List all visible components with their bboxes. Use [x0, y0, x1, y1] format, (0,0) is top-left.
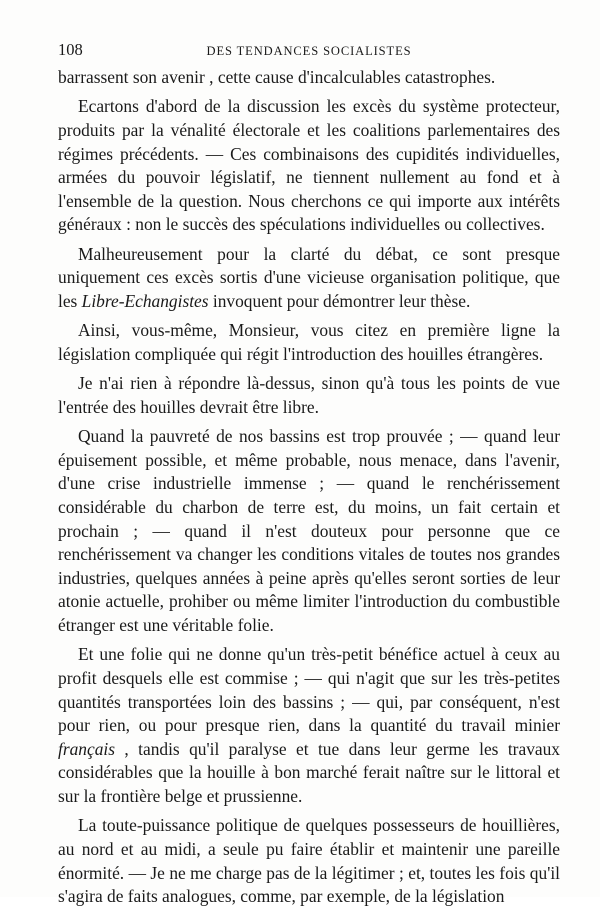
paragraph: [58, 319, 560, 366]
text-segment: , tandis qu'il paralyse et tue dans leur germe les travaux considérables que la houille à bon marché ferait naître sur le littoral et sur la frontière belge et prussienne.: [58, 738, 560, 806]
paragraph: [58, 425, 560, 637]
text-segment: Je n'ai rien à répondre là-dessus, sinon qu'à tous les points de vue l'entrée des houilles devrait être libre.: [58, 373, 560, 417]
text-segment: Malheureusement pour la clarté du débat, ce sont presque uniquement ces excès sortis d'une vicieuse organisation politique, que les: [58, 243, 560, 311]
italic-term: Libre-Echangistes: [81, 290, 209, 311]
text-segment: Ainsi, vous-même, Monsieur, vous citez en première ligne la législation compliquée qui régit l'introduction des houilles étrangères.: [58, 320, 560, 364]
paragraph: [58, 66, 560, 90]
text-segment: Quand la pauvreté de nos bassins est trop prouvée ; — quand leur épuisement possible, et même probable, nous menace, dans l'avenir, d'une crise industrielle immense ; — quand le renchérissement considérable du charbon de terre est, du moins, un fait certain et prochain ; — quand il n'est douteux pour personne que ce renchérissement va changer les conditions vitales de toutes nos grandes industries, quelques années à peine après qu'elles seront sorties de leur atonie actuelle, prohiber ou même limiter l'introduction du combustible étranger est une véritable folie.: [58, 426, 560, 636]
paragraph: [58, 95, 560, 237]
text-segment: barrassent son avenir , cette cause d'incalculables catastrophes.: [58, 67, 496, 87]
text-segment: Et une folie qui ne donne qu'un très-petit bénéfice actuel à ceux au profit desquels elle est commise ; — qui n'agit que sur les très-petites quantités transportées loin des bassins ; — qui, par conséquent, n'est pour rien, ou pour presque rien, dans la quantité du travail minier: [58, 644, 560, 736]
paragraph: [58, 243, 560, 314]
body-text: [58, 66, 560, 909]
text-segment: La toute-puissance politique de quelques possesseurs de houillières, au nord et au midi, a seule pu faire établir et maintenir une pareille énormité. — Je ne me charge pas de la légitimer ; et, toutes les fois qu'il s'agira de faits analogues, comme, par exemple, de la législation: [58, 815, 560, 907]
text-segment: invoquent pour démontrer leur thèse.: [208, 290, 471, 311]
italic-term: français: [58, 738, 116, 759]
running-title: DES TENDANCES SOCIALISTES: [206, 44, 412, 58]
paragraph: [58, 372, 560, 419]
text-segment: Ecartons d'abord de la discussion les excès du système protecteur, produits par la vénalité électorale et les coalitions parlementaires des régimes précédents. — Ces combinaisons des cupidités individuelles, armées du pouvoir législatif, ne tiennent nullement au fond et à l'ensemble de la question. Nous cherchons ce qui importe aux intérêts généraux : non le succès des spéculations individuelles ou collectives.: [58, 96, 560, 235]
paragraph: [58, 643, 560, 808]
page-header: [58, 40, 560, 60]
page-number: 108: [58, 40, 83, 59]
paragraph: [58, 814, 560, 908]
